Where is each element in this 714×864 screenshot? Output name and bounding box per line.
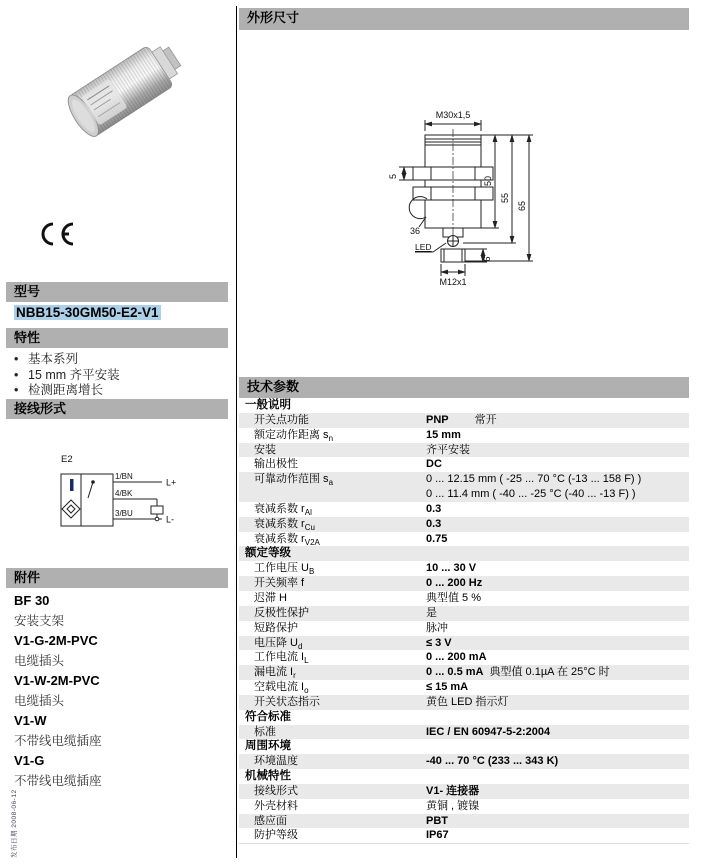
tech-row-value: ≤ 3 V xyxy=(426,636,452,649)
tech-row-label: 可靠动作范围 $s_a$ xyxy=(254,473,334,488)
tech-row-value: 0 ... 200 mA xyxy=(426,651,487,664)
tech-row xyxy=(239,799,689,814)
accessory-name: V1-W xyxy=(14,713,47,728)
tech-row xyxy=(239,695,689,710)
tech-row-value: 齐平安装 xyxy=(426,443,470,456)
dim-65-label: 65 xyxy=(517,200,527,212)
tech-row-label: 短路保护 xyxy=(254,621,298,634)
tech-row-label: 感应面 xyxy=(254,814,287,827)
led-label: LED xyxy=(415,242,432,252)
accessory-description: 安装支架 xyxy=(14,614,65,628)
tech-row-label: 接线形式 xyxy=(254,784,298,797)
feature-item: • 15 mm 齐平安装 xyxy=(14,367,120,382)
tech-row xyxy=(239,828,689,843)
ce-mark-icon xyxy=(38,220,78,248)
accessory-description: 电缆插头 xyxy=(14,654,65,668)
wiring-lminus-label: L- xyxy=(166,514,175,525)
tech-row xyxy=(239,443,689,458)
tech-row-label: 防护等级 xyxy=(254,829,298,842)
tech-row-label: 输出极性 xyxy=(254,458,298,471)
tech-row-value: 10 ... 30 V xyxy=(426,562,477,575)
tech-row xyxy=(239,517,689,532)
tech-row-label: 外壳材料 xyxy=(254,799,298,812)
tech-row-value: 0 ... 0.5 mA 典型值 0.1µA 在 25°C 时 xyxy=(426,666,610,679)
wiring-pin1-label: 1/BN xyxy=(115,472,133,481)
accessories-section-header: 附件 xyxy=(6,568,228,588)
tech-row xyxy=(239,665,689,680)
tech-row xyxy=(239,784,689,799)
tech-row-value: 典型值 5 % xyxy=(426,591,482,604)
tech-row xyxy=(239,413,689,428)
tech-row xyxy=(239,814,689,829)
tech-row-value: 15 mm xyxy=(426,428,461,441)
feature-item: • 基本系列 xyxy=(14,352,79,366)
tech-row xyxy=(239,502,689,517)
tech-row-value: 黄铜 , 镀镍 xyxy=(426,799,480,812)
tech-row-label: 额定动作距离 $s_n$ xyxy=(254,428,334,443)
tech-row-value: 0 ... 200 Hz xyxy=(426,577,483,590)
tech-row-value: 0.75 xyxy=(426,532,448,545)
tech-row-value: IEC / EN 60947-5-2:2004 xyxy=(426,725,551,738)
wiring-pin3-label: 3/BU xyxy=(115,509,133,518)
tech-row xyxy=(239,725,689,740)
tech-row-value: IP67 xyxy=(426,829,449,842)
accessory-name: BF 30 xyxy=(14,593,50,608)
tech-subheader: 一般说明 xyxy=(245,399,291,411)
dimension-drawing xyxy=(383,103,583,293)
tech-row-label: 电压降 $U_d$ xyxy=(254,636,303,651)
dimensions-section-header: 外形尺寸 xyxy=(239,8,689,30)
tech-row xyxy=(239,754,689,769)
tech-row-value: PNP 常开 xyxy=(426,413,497,426)
tech-row xyxy=(239,576,689,591)
tech-row-value: 是 xyxy=(426,606,437,619)
tech-row-value: 黄色 LED 指示灯 xyxy=(426,695,509,708)
wiring-pin2-label: 4/BK xyxy=(115,489,133,498)
wiring-lplus-label: L+ xyxy=(166,477,177,488)
accessory-name: V1-G xyxy=(14,753,45,768)
wrench-icon xyxy=(409,197,427,227)
tech-row xyxy=(239,457,689,472)
tech-subheader: 符合标准 xyxy=(245,710,291,723)
features-list xyxy=(14,352,224,399)
tech-subheader: 机械特性 xyxy=(245,770,291,783)
tech-subheader: 周围环境 xyxy=(245,740,291,753)
feature-item: • 检测距离增长 xyxy=(14,383,104,397)
tech-row-value: ≤ 15 mA xyxy=(426,681,469,694)
tech-row-label: 开关频率 f xyxy=(254,577,305,590)
connection-section-header: 接线形式 xyxy=(6,399,228,419)
model-section-header: 型号 xyxy=(6,282,228,302)
tech-row xyxy=(239,650,689,665)
tech-row-value: 0.3 xyxy=(426,502,442,515)
accessory-name: V1-W-2M-PVC xyxy=(14,673,100,688)
accessory-name: V1-G-2M-PVC xyxy=(14,633,98,648)
tech-row-value: V1- 连接器 xyxy=(426,784,480,797)
column-divider xyxy=(236,6,237,858)
tech-row-value: 0.3 xyxy=(426,517,442,530)
tech-rows xyxy=(239,398,689,844)
tech-row xyxy=(239,561,689,576)
tech-row-label: 工作电压 $U_B$ xyxy=(254,562,315,577)
tech-row-label: 衰减系数 $r_{Cu}$ xyxy=(254,517,315,532)
tech-row-value: DC xyxy=(426,458,442,471)
tech-row xyxy=(239,428,689,443)
features-section-header: 特性 xyxy=(6,328,228,348)
tech-subheader: 额定等级 xyxy=(239,546,689,561)
tech-row-label: 开关状态指示 xyxy=(254,695,320,708)
dim-nut-label: 5 xyxy=(388,173,398,180)
sensor-cylinder xyxy=(63,36,188,141)
tech-row-label: 衰减系数 $r_{Al}$ xyxy=(254,502,312,518)
product-photo xyxy=(48,32,188,152)
dim-thread-label: M30x1,5 xyxy=(435,110,471,120)
tech-row xyxy=(239,621,689,636)
tech-row-label: 漏电流 $I_r$ xyxy=(254,666,296,681)
tech-section-header: 技术参数 xyxy=(239,377,689,398)
dim-6-label: 6 xyxy=(482,256,492,262)
tech-row-value: PBT xyxy=(426,814,448,827)
tech-row-label: 安装 xyxy=(254,443,276,456)
tech-row-label: 标准 xyxy=(254,725,276,738)
dim-55-label: 55 xyxy=(500,192,510,204)
tech-row-label: 迟滞 H xyxy=(254,591,287,604)
wiring-type-label: E2 xyxy=(61,454,73,465)
accessories-list xyxy=(14,591,228,791)
tech-row xyxy=(239,680,689,695)
tech-row xyxy=(239,532,689,547)
tech-row-label: 衰减系数 $r_{V2A}$ xyxy=(254,532,320,547)
dim-wrench-label: 36 xyxy=(410,226,421,236)
tech-row-label: 工作电流 $I_L$ xyxy=(254,651,309,666)
model-number: NBB15-30GM50-E2-V1 xyxy=(16,305,159,320)
tech-row xyxy=(239,472,689,502)
accessory-description: 不带线电缆插座 xyxy=(14,734,102,748)
accessory-description: 不带线电缆插座 xyxy=(14,774,102,788)
tech-row xyxy=(239,591,689,606)
tech-row-label: 开关点功能 xyxy=(254,413,309,426)
tech-row-label: 空载电流 $I_o$ xyxy=(254,681,309,696)
dim-50-label: 50 xyxy=(483,175,493,187)
tech-row-value: 0 ... 12.15 mm ( -25 ... 70 °C (-13 ... 158 F) ) 0 ... 11.4 mm ( -40 ... -25 °C (-40 ... -13 F) ) xyxy=(426,473,642,501)
accessory-description: 电缆插头 xyxy=(14,694,65,708)
tech-row-label: 环境温度 xyxy=(254,755,298,768)
tech-row xyxy=(239,606,689,621)
tech-row-value: -40 ... 70 °C (233 ... 343 K) xyxy=(426,755,559,768)
release-note: 发布日期 2008-06-12 xyxy=(11,789,18,858)
tech-row xyxy=(239,636,689,651)
tech-row-label: 反极性保护 xyxy=(254,606,309,619)
wiring-diagram xyxy=(45,448,195,543)
tech-row-value: 脉冲 xyxy=(426,621,448,634)
dim-connector-label: M12x1 xyxy=(439,277,467,287)
